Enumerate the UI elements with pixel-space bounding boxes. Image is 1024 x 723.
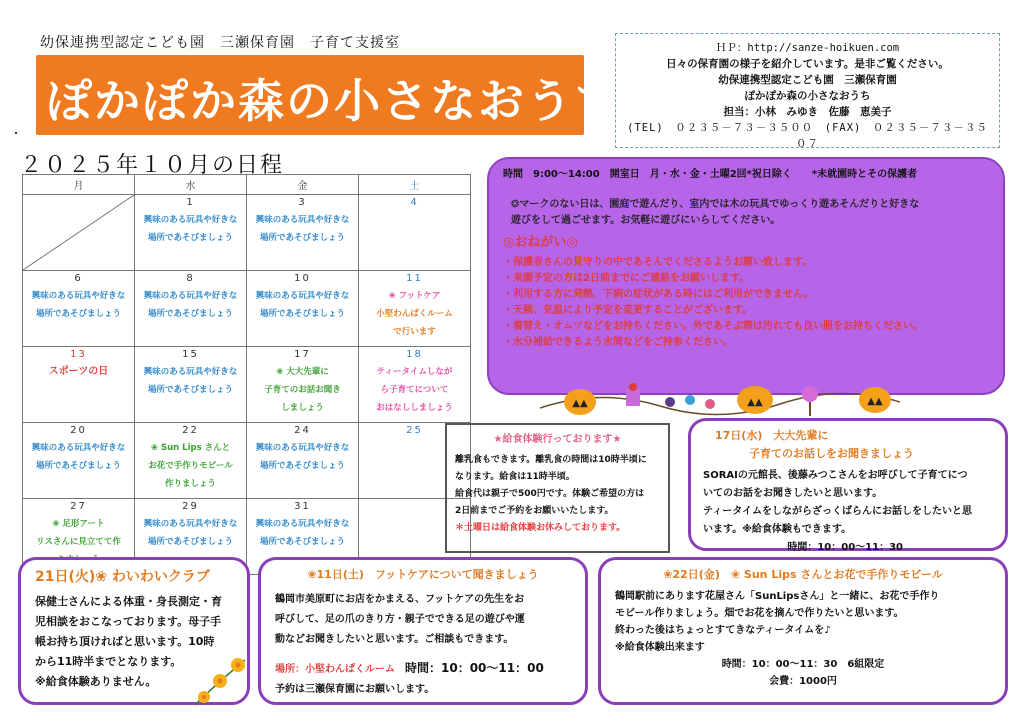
calendar-cell-empty <box>23 195 135 271</box>
halloween-decoration-icon <box>540 378 900 418</box>
lunch-trial-title: ★給食体験行っております★ <box>493 434 622 445</box>
event-card-title: ❀11日(土) フットケアについて聞きましょう <box>307 568 539 581</box>
flower-decoration-icon <box>190 655 250 710</box>
event-text: 場所であそびましょう <box>147 309 233 319</box>
event-card-line: 児相談をおこなっております。母子手 <box>35 615 222 628</box>
svg-text:▲▲: ▲▲ <box>867 396 883 407</box>
event-card-22 <box>598 557 1008 705</box>
lunch-trial-note: ＊土曜日は給食体験お休みしております。 <box>455 523 626 533</box>
event-card-line: 鶴岡駅前にあります花屋さん「SunLipsさん」と一緒に、お花で手作り <box>615 591 940 602</box>
calendar-cell <box>23 271 135 347</box>
calendar-cell <box>247 271 359 347</box>
weekday-fri: 金 <box>247 175 359 195</box>
lunch-trial-line: なります。給食は11時半頃。 <box>455 472 575 482</box>
title-banner <box>36 55 622 135</box>
day-number: 11 <box>406 273 423 284</box>
event-card-17 <box>688 418 1008 551</box>
event-text: 興味のある玩具や好きな <box>255 519 350 529</box>
info-line: ぽかぽか森の小さなおうち <box>744 90 871 102</box>
lunch-trial-box <box>445 423 670 553</box>
info-note: ❂マークのない日は、園庭で遊んだり、室内では木の玩具でゆっくり遊あそんだりと好きな <box>511 199 920 210</box>
event-text: 興味のある玩具や好きな <box>143 291 238 301</box>
lunch-trial-line: 給食代は親子で500円です。体験ご希望の方は <box>455 489 645 499</box>
event-card-line: 終わった後はちょっとすてきなティータイムを♪ <box>615 625 831 636</box>
event-fee: 会費：1000円 <box>769 676 837 687</box>
calendar-cell <box>135 271 247 347</box>
request-item: ・来園予定の方は2日前までにご連絡をお願いします。 <box>503 273 750 284</box>
event-text: おはなししましょう <box>376 403 453 413</box>
event-text: 大大先輩に <box>286 367 329 377</box>
event-text: 場所であそびましょう <box>259 233 345 243</box>
day-number: 13 <box>70 349 87 360</box>
calendar-cell <box>359 195 471 271</box>
event-card-subtitle: 子育てのお話しをお聞きましょう <box>749 447 914 460</box>
request-item: ・天候、気温により予定を変更することがございます。 <box>503 305 753 316</box>
event-time: 時間：10：00～11：30 6組限定 <box>721 659 885 670</box>
event-card-line: SORAIの元館長、後藤みつこさんをお呼びして子育てにつ <box>703 470 968 481</box>
clover-icon: ❀ <box>52 519 60 529</box>
event-text: 興味のある玩具や好きな <box>255 443 350 453</box>
event-card-line: 動などお聞きしたいと思います。ご相談もできます。 <box>275 634 514 645</box>
svg-text:▲▲: ▲▲ <box>747 397 763 408</box>
request-item: ・着替え・オムツなどをお持ちください。外であそぶ際は汚れても良い服をお持ちください。 <box>503 321 923 332</box>
request-item: ・水分補給できるよう水筒などをご持参ください。 <box>503 337 733 348</box>
calendar-cell <box>135 195 247 271</box>
org-name: 幼保連携型認定こども園 三瀬保育園 子育て支援室 <box>40 35 400 51</box>
event-text: 場所であそびましょう <box>147 385 233 395</box>
event-text: 場所であそびましょう <box>259 461 345 471</box>
day-number: 8 <box>186 273 195 284</box>
day-number: 31 <box>294 501 311 512</box>
event-card-line: ※給食体験出来ます <box>615 642 705 653</box>
svg-text:▲▲: ▲▲ <box>572 398 588 409</box>
event-text: 興味のある玩具や好きな <box>255 215 350 225</box>
event-card-title: 17日(水) 大大先輩に <box>715 429 829 442</box>
event-text: 場所であそびましょう <box>147 537 233 547</box>
event-text: ら子育てについて <box>380 385 449 395</box>
day-number: 17 <box>294 349 311 360</box>
opening-hours: 時間 9:00～14:00 開室日 月・水・金・土曜2回*祝日除く *未就園時とその保護者 <box>503 169 918 180</box>
event-text: 場所であそびましょう <box>259 537 345 547</box>
day-number: 27 <box>70 501 87 512</box>
calendar-cell <box>23 423 135 499</box>
event-text: Sun Lips さんと <box>160 443 231 453</box>
event-text: 小堅わんぱくルーム <box>376 309 453 319</box>
event-time: 時間：10：00～11：00 <box>405 661 544 675</box>
divider-dot <box>15 132 17 134</box>
event-card-line: 保健士さんによる体重・身長測定・育 <box>35 595 222 608</box>
event-text: 子育てのお話お聞き <box>264 385 341 395</box>
day-number: 25 <box>406 425 423 436</box>
event-card-time: 時間：10：00～11：30 <box>787 542 903 553</box>
event-reserve: 予約は三瀬保育園にお願いします。 <box>275 684 435 695</box>
info-line: 幼保連携型認定こども園 三瀬保育園 <box>718 74 897 86</box>
schedule-title: ２０２５年１０月の日程 <box>20 153 285 178</box>
event-text: 興味のある玩具や好きな <box>31 291 126 301</box>
day-number: 1 <box>186 197 195 208</box>
info-line: 日々の保育園の様子を紹介しています。是非ご覧ください。 <box>666 58 949 70</box>
calendar-cell <box>247 423 359 499</box>
calendar-cell <box>359 271 471 347</box>
request-item: ・利用する方に発熱、下痢の症状がある時にはご利用ができません。 <box>503 289 814 300</box>
request-item: ・保護者さんの見守りの中であそんでくださるようお願い致します。 <box>503 257 813 268</box>
request-heading: ◎おねがい◎ <box>503 235 578 250</box>
lunch-trial-line: 離乳食もできます。離乳食の時間は10時半頃に <box>455 455 647 465</box>
event-card-line: 帳お持ち頂ければと思います。10時 <box>35 635 215 648</box>
page-title: ぽかぽか森の小さなおうち <box>46 74 622 128</box>
event-text: 興味のある玩具や好きな <box>143 519 238 529</box>
event-text: 興味のある玩具や好きな <box>31 443 126 453</box>
event-card-11 <box>258 557 588 705</box>
event-text: 興味のある玩具や好きな <box>143 215 238 225</box>
request-list <box>503 255 989 351</box>
event-text: 場所であそびましょう <box>259 309 345 319</box>
holiday-text: スポーツの日 <box>48 366 109 377</box>
calendar <box>22 174 471 575</box>
calendar-cell <box>23 347 135 423</box>
event-card-title: ❀22日(金) ❀ Sun Lips さんとお花で手作りモビール <box>663 568 943 581</box>
event-text: ティータイムしなが <box>376 367 453 377</box>
day-number: 6 <box>74 273 83 284</box>
clover-icon: ❀ <box>276 367 284 377</box>
event-text: 足形アート <box>62 519 105 529</box>
info-note: 遊びをして過ごせます。お気軽に遊びにいらしてください。 <box>511 215 781 226</box>
clover-icon: ❀ <box>388 291 396 301</box>
empty-cell-diagonal <box>23 195 134 270</box>
event-card-line: いてのお話をお聞きしたいと思います。 <box>703 488 883 499</box>
event-card-line: ティータイムをしながらざっくばらんにお話しをしたいと思 <box>703 506 972 517</box>
contact-info-box <box>615 33 1000 148</box>
tel-fax: (TEL) ０２３５－７３－３５００ (FAX) ０２３５－７３－３５０７ <box>627 122 988 150</box>
event-text: 興味のある玩具や好きな <box>143 367 238 377</box>
lunch-trial-line: 2日前までご予約をお願いいたします。 <box>455 506 614 516</box>
event-card-line: ※給食体験ありません。 <box>35 675 157 688</box>
event-text: 場所であそびましょう <box>35 309 121 319</box>
weekday-mon: 月 <box>23 175 135 195</box>
day-number: 15 <box>182 349 199 360</box>
event-text: で行います <box>393 327 436 337</box>
event-text: 場所であそびましょう <box>35 461 121 471</box>
day-number: 24 <box>294 425 311 436</box>
event-text: フットケア <box>398 291 441 301</box>
event-card-line: 呼びして、足の爪のきり方・親子でできる足の遊びや運 <box>275 614 525 625</box>
day-number: 18 <box>406 349 423 360</box>
info-line: 担当：小林 みゆき 佐藤 恵美子 <box>723 106 892 118</box>
event-text: 興味のある玩具や好きな <box>255 291 350 301</box>
event-card-line: います。※給食体験もできます。 <box>703 524 852 535</box>
day-number: 4 <box>410 197 419 208</box>
homepage-url[interactable]: ＨＰ：http://sanze-hoikuen.com <box>715 42 900 54</box>
day-number: 10 <box>294 273 311 284</box>
event-card-line: モビール作りましょう。畑でお花を摘んで作りたいと思います。 <box>615 608 904 619</box>
event-place: 場所：小堅わんぱくルーム <box>275 664 395 675</box>
event-card-line: から11時半までとなります。 <box>35 655 182 668</box>
calendar-cell <box>247 347 359 423</box>
day-number: 22 <box>182 425 199 436</box>
weekday-wed: 水 <box>135 175 247 195</box>
day-number: 20 <box>70 425 87 436</box>
event-text: お花で手作りモビール <box>148 461 233 471</box>
event-card-title: 21日(火)❀ わいわいクラブ <box>35 569 210 585</box>
day-number: 3 <box>298 197 307 208</box>
event-text: しましょう <box>281 403 324 413</box>
event-text: 場所であそびましょう <box>147 233 233 243</box>
weekday-sat: 土 <box>359 175 471 195</box>
clover-icon: ❀ <box>150 443 159 453</box>
event-card-line: 鶴岡市美原町にお店をかまえる、フットケアの先生をお <box>275 594 525 605</box>
day-number: 29 <box>182 501 199 512</box>
calendar-cell <box>359 347 471 423</box>
calendar-cell <box>135 423 247 499</box>
event-text: リスさんに見立てて作 <box>36 537 121 547</box>
opening-info-panel <box>487 157 1005 395</box>
calendar-cell <box>247 195 359 271</box>
calendar-cell <box>135 347 247 423</box>
event-text: 作りましょう <box>164 479 216 489</box>
